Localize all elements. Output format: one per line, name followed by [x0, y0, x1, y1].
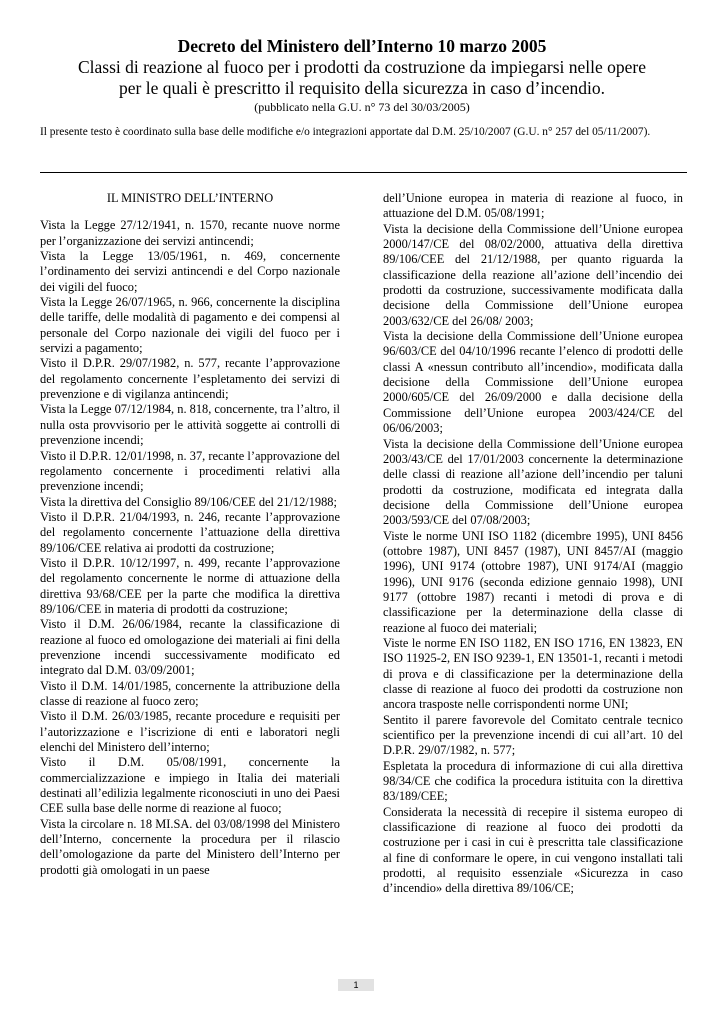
paragraph: dell’Unione europea in materia di reazione al fuoco, in attuazione del D.M. 05/08/1991; [383, 191, 683, 221]
paragraph: Considerata la necessità di recepire il sistema europeo di classificazione di reazione al fuoco dei prodotti da costruzione per i casi in cui è prescritta tale classificazione al fine di conformare le opere, in cui vengono installati tali prodotti, al requisito essenziale «Sicurezza in caso d’incendio» della direttiva 89/106/CE; [383, 804, 683, 896]
paragraph: Viste le norme EN ISO 1182, EN ISO 1716, EN 13823, EN ISO 11925-2, EN ISO 9239-1, EN 13501-1, recanti i metodi di prova e di classificazione per la determinazione della classe di reazione al fuoco dei prodotti da costruzione non ancora trasposte nelle corrispondenti norme UNI; [383, 635, 683, 712]
paragraph: Visto il D.P.R. 10/12/1997, n. 499, recante l’approvazione del regolamento concernente le norme di attuazione della direttiva 93/68/CEE per la parte che modifica la direttiva 89/106/CEE in materia di prodotti da costruzione; [40, 555, 340, 616]
paragraph: Visto il D.M. 26/06/1984, recante la classificazione di reazione al fuoco ed omologazione dei materiali ai fini della prevenzione incendi successivamente modificato ed integrato dal D.M. 03/09/2001; [40, 617, 340, 678]
paragraph: Vista la decisione della Commissione dell’Unione europea 2003/43/CE del 17/01/2003 concernente la determinazione delle classi di reazione all’azione dell’incendio per taluni prodotti da costruzione, modificata ed integrata dalla decisione della Commissione dell’Unione europea 2003/593/CE del 07/08/2003; [383, 436, 683, 528]
coordination-note: Il presente testo è coordinato sulla base delle modifiche e/o integrazioni apportate dal D.M. 25/10/2007 (G.U. n° 257 del 05/11/2007). [40, 126, 651, 138]
paragraph: Vista la direttiva del Consiglio 89/106/CEE del 21/12/1988; [40, 494, 337, 509]
paragraph: Visto il D.M. 14/01/1985, concernente la attribuzione della classe di reazione al fuoco zero; [40, 678, 340, 708]
paragraph: Espletata la procedura di informazione di cui alla direttiva 98/34/CE che codifica la procedura istituita con la direttiva 83/189/CEE; [383, 758, 683, 804]
document-header [40, 36, 684, 115]
paragraph: Vista la Legge 07/12/1984, n. 818, concernente, tra l’altro, il nulla osta provvisorio per le attività soggette ai controlli di prevenzione incendi; [40, 402, 340, 448]
paragraph: Viste le norme UNI ISO 1182 (dicembre 1995), UNI 8456 (ottobre 1987), UNI 8457 (1987), UNI 8457/AI (maggio 1996), UNI 9174 (ottobre 1987), UNI 9174/AI (maggio 1996), UNI 9176 (seconda edizione gennaio 1998), UNI 9177 (ottobre 1987) recanti i metodi di prova e di classificazione per la determinazione della classe di reazione al fuoco dei materiali; [383, 528, 683, 635]
paragraph: Vista la Legge 26/07/1965, n. 966, concernente la disciplina delle tariffe, delle modalità di pagamento e dei compensi al personale del Corpo nazionale dei vigili del fuoco per i servizi a pagamento; [40, 295, 340, 356]
publication-note: (pubblicato nella G.U. n° 73 del 30/03/2005) [254, 100, 470, 114]
paragraph: Vista la circolare n. 18 MI.SA. del 03/08/1998 del Ministero dell’Interno, concernente la procedura per il rilascio dell’omologazione da parte del Ministero dell’Interno per prodotti già omologati in un paese [40, 816, 340, 877]
paragraph: Visto il D.P.R. 12/01/1998, n. 37, recante l’approvazione del regolamento concernente i procedimenti relativi alla prevenzione incendi; [40, 448, 340, 494]
page-number: 1 [338, 979, 374, 991]
column-heading: IL MINISTRO DELL’INTERNO [106, 191, 274, 205]
left-column [40, 191, 340, 878]
paragraph: Visto il D.P.R. 29/07/1982, n. 577, recante l’approvazione del regolamento concernente l’espletamento dei servizi di prevenzione e di vigilanza antincendi; [40, 356, 340, 402]
document-title: Decreto del Ministero dell’Interno 10 marzo 2005 [177, 36, 547, 56]
paragraph: Vista la Legge 13/05/1961, n. 469, concernente l’ordinamento dei servizi antincendi e del Corpo nazionale dei vigili del fuoco; [40, 249, 340, 294]
paragraph: Visto il D.P.R. 21/04/1993, n. 246, recante l’approvazione del regolamento concernente l’attuazione della direttiva 89/106/CEE relativa ai prodotti da costruzione; [40, 509, 340, 555]
paragraph: Vista la decisione della Commissione dell’Unione europea 96/603/CE del 04/10/1996 recante l’elenco di prodotti delle classi A «nessun contributo all’incendio», modificata dalla decisione della Commissione dell’Unione europea 2000/605/CE del 26/09/2000 e dalla decisione della Commissione dell’Unione europea 2003/424/CE del 06/06/2003; [383, 329, 683, 436]
paragraph: Visto il D.M. 05/08/1991, concernente la commercializzazione e impiego in Italia dei materiali destinati all’edilizia legalmente riconosciuti in uno dei Paesi CEE sulla base delle norme di reazione al fuoco; [40, 755, 340, 816]
document-subtitle-line-1: Classi di reazione al fuoco per i prodotti da costruzione da impiegarsi nelle opere [77, 57, 647, 77]
paragraph: Sentito il parere favorevole del Comitato centrale tecnico scientifico per la prevenzione incendi di cui all’art. 10 del D.P.R. 29/07/1982, n. 577; [383, 712, 683, 758]
paragraph: Vista la decisione della Commissione dell’Unione europea 2000/147/CE del 08/02/2000, attuativa della direttiva 89/106/CEE del 21/12/1988, per quanto riguarda la classificazione della reazione all’azione dell’incendio dei prodotti da costruzione, successivamente modificata dalla decisione della Commissione dell’Unione europea 2003/632/CE del 26/08/ 2003; [383, 221, 683, 328]
document-subtitle-line-2: per le quali è prescritto il requisito della sicurezza in caso d’incendio. [119, 78, 605, 98]
right-column [383, 191, 683, 897]
header-divider [40, 172, 687, 173]
paragraph: Visto il D.M. 26/03/1985, recante procedure e requisiti per l’autorizzazione e l’iscrizione di enti e laboratori negli elenchi del Ministero dell’interno; [40, 709, 340, 755]
paragraph: Vista la Legge 27/12/1941, n. 1570, recante nuove norme per l’organizzazione dei servizi antincendi; [40, 218, 340, 248]
